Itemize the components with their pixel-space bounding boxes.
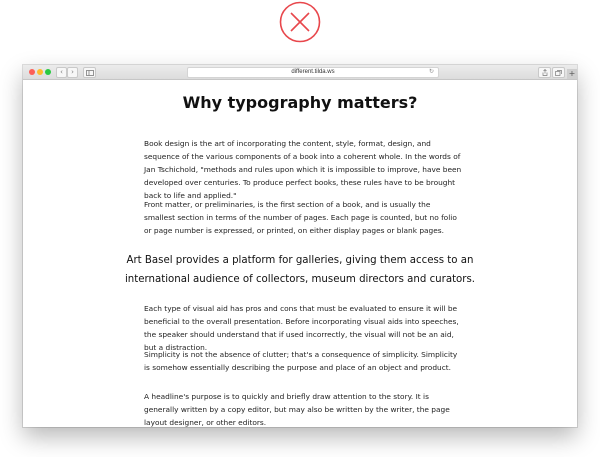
chevron-left-icon: ‹: [60, 68, 63, 76]
paragraph-visual-aids: Each type of visual aid has pros and cons that must be evaluated to ensure it will be beneficial to the overall presentation. Before incorporating visual aids into speeches, the speaker should understand that if used incorrectly, the visual will not be an aid, but a distraction.: [144, 304, 459, 352]
paragraph-book-design: Book design is the art of incorporating the content, style, format, design, and sequence of the various components of a book into a coherent whole. In the words of Jan Tschichold, "methods and rules upon which it is impossible to improve, have been developed over centuries. To produce perfect books, these rules have to be brought back to life and applied.": [144, 139, 462, 200]
url-text: different.tilda.ws: [291, 69, 335, 75]
new-tab-button[interactable]: [567, 69, 577, 79]
wrong-example-x-icon: [278, 0, 322, 44]
forward-button[interactable]: [67, 67, 78, 78]
tabs-icon: [555, 70, 562, 76]
sidebar-icon: [86, 70, 94, 76]
page-title: Why typography matters?: [182, 93, 418, 112]
browser-window: [23, 65, 577, 427]
minimize-window-button[interactable]: [37, 69, 43, 75]
sidebar-toggle-button[interactable]: [83, 67, 96, 78]
paragraph-simplicity: Simplicity is not the absence of clutter; that's a consequence of simplicity. Simplicity is somehow essentially describing the purpose and place of an object and product.: [144, 350, 458, 372]
browser-toolbar: [23, 65, 577, 80]
reload-icon[interactable]: ↻: [428, 69, 434, 75]
highlight-quote: Art Basel provides a platform for galleries, giving them access to an international audience of collectors, museum directors and curators.: [124, 255, 476, 285]
paragraph-headline: A headline's purpose is to quickly and briefly draw attention to the story. It is generally written by a copy editor, but may also be written by the writer, the page layout designer, or other editors.: [144, 392, 450, 427]
close-window-button[interactable]: [29, 69, 35, 75]
address-bar[interactable]: [187, 67, 439, 78]
page-content: [23, 80, 577, 427]
chevron-right-icon: ›: [71, 68, 74, 76]
share-button[interactable]: [538, 67, 551, 78]
zoom-window-button[interactable]: [45, 69, 51, 75]
paragraph-front-matter: Front matter, or preliminaries, is the first section of a book, and is usually the smallest section in terms of the number of pages. Each page is counted, but no folio or page number is expressed, or printed, on either display pages or blank pages.: [144, 200, 457, 235]
plus-icon: +: [568, 69, 576, 78]
back-button[interactable]: [56, 67, 67, 78]
share-icon: [542, 69, 548, 76]
tabs-overview-button[interactable]: [552, 67, 565, 78]
